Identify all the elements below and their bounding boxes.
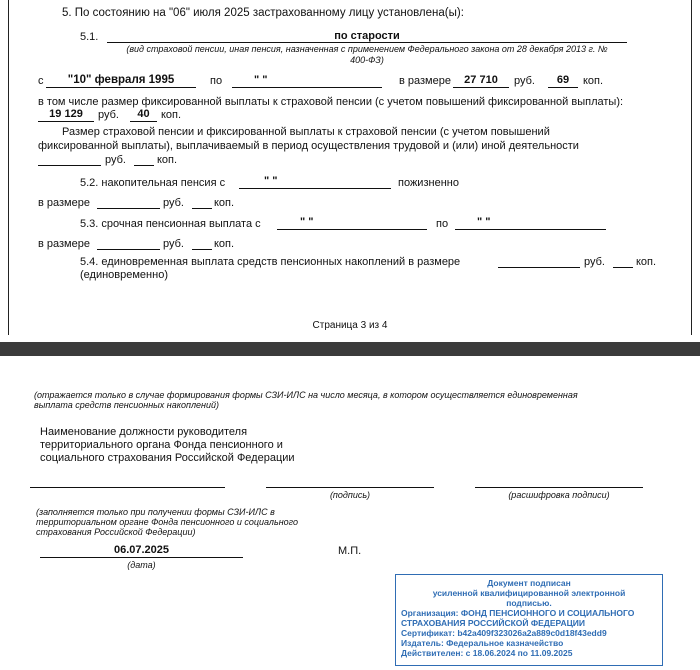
- funded-kop-line: [192, 208, 212, 209]
- funded-date-quotes: " ": [264, 175, 278, 187]
- working-rub-line: [38, 165, 101, 166]
- fill-condition-note-3: страхования Российской Федерации): [36, 527, 196, 537]
- page-border-right: [691, 0, 692, 335]
- urgent-to-line: [455, 229, 606, 230]
- funded-pension-text: 5.2. накопительная пенсия с: [80, 177, 226, 189]
- to-date-quotes: " ": [254, 74, 268, 86]
- stamp-title-3: подписью.: [506, 598, 552, 608]
- funded-rub-line: [97, 208, 160, 209]
- subsection-5-1-number: 5.1.: [80, 31, 99, 43]
- stamp-certificate: Сертификат: b42a409f323026a2a889c0d18f43edd9: [401, 628, 607, 638]
- electronic-signature-stamp: [395, 574, 663, 666]
- pension-type-note: (вид страховой пенсии, иная пенсия, назначенная с применением Федерального закона от 28 декабря 2013 г. №: [126, 44, 608, 54]
- pension-kop-value: 69: [556, 74, 570, 86]
- urgent-to-quotes: " ": [477, 216, 491, 228]
- fixed-rub-line: [38, 121, 94, 122]
- pension-type-note-2: 400-ФЗ): [350, 55, 384, 65]
- urgent-rub-label: руб.: [163, 238, 184, 250]
- urgent-rub-line: [97, 249, 160, 250]
- issue-date-value: 06.07.2025: [113, 544, 170, 556]
- funded-kop-label: коп.: [214, 197, 235, 209]
- from-label: с: [38, 75, 44, 87]
- fill-condition-note-2: территориальном органе Фонда пенсионного и социального: [36, 517, 299, 527]
- page-separator: [0, 342, 700, 356]
- signature-line: [266, 487, 434, 488]
- amount-label: в размере: [399, 75, 451, 87]
- urgent-payment-text: 5.3. срочная пенсионная выплата с: [80, 218, 261, 230]
- lump-sum-rub-label: руб.: [584, 256, 605, 268]
- fixed-kop-label: коп.: [161, 109, 182, 121]
- working-kop-line: [134, 165, 154, 166]
- urgent-amount-label: в размере: [38, 238, 90, 250]
- to-date-line: [232, 87, 382, 88]
- funded-rub-label: руб.: [163, 197, 184, 209]
- fixed-kop-line: [130, 121, 157, 122]
- fixed-rub-label: руб.: [98, 109, 119, 121]
- urgent-to-label: по: [436, 218, 449, 230]
- working-rub-label: руб.: [105, 154, 126, 166]
- kop-label: коп.: [583, 75, 604, 87]
- funded-lifelong: пожизненно: [398, 177, 459, 189]
- rub-label: руб.: [514, 75, 535, 87]
- signature-decoding-caption: (расшифровка подписи): [508, 490, 610, 500]
- fill-condition-note-1: (заполняется только при получении формы СЗИ-ИЛС в: [36, 507, 275, 517]
- stamp-issuer: Издатель: Федеральное казначейство: [401, 638, 564, 648]
- date-line: [40, 557, 243, 558]
- fixed-rub-value: 19 129: [49, 108, 83, 120]
- funded-amount-label: в размере: [38, 197, 90, 209]
- from-date-line: [46, 87, 196, 88]
- rub-line: [453, 87, 509, 88]
- stamp-organization-2: СТРАХОВАНИЯ РОССИЙСКОЙ ФЕДЕРАЦИИ: [401, 618, 586, 628]
- stamp-title-2: усиленной квалифицированной электронной: [432, 588, 626, 598]
- lump-sum-rub-line: [498, 267, 580, 268]
- to-label: по: [210, 75, 223, 87]
- signature-decoding-line: [475, 487, 643, 488]
- urgent-kop-label: коп.: [214, 238, 235, 250]
- working-kop-label: коп.: [157, 154, 178, 166]
- lump-sum-condition-note-2: выплата средств пенсионных накоплений): [34, 400, 219, 410]
- kop-line: [548, 87, 578, 88]
- lump-sum-kop-label: коп.: [636, 256, 657, 268]
- lump-sum-text: 5.4. единовременная выплата средств пенсионных накоплений в размере: [80, 256, 461, 268]
- pension-rub-value: 27 710: [464, 74, 498, 86]
- page-number: Страница 3 из 4: [312, 320, 388, 331]
- position-signature-line: [30, 487, 225, 488]
- official-position-3: социального страхования Российской Федерации: [40, 452, 295, 464]
- stamp-place: М.П.: [338, 545, 362, 557]
- stamp-organization-1: Организация: ФОНД ПЕНСИОННОГО И СОЦИАЛЬНОГО: [401, 608, 635, 618]
- pension-type-line: [107, 42, 627, 43]
- stamp-title-1: Документ подписан: [487, 578, 571, 588]
- lump-sum-once: (единовременно): [80, 269, 168, 281]
- working-pension-text-2: фиксированной выплаты), выплачиваемый в период осуществления трудовой и (или) иной деятельности: [38, 140, 579, 152]
- official-position-2: территориального органа Фонда пенсионного и: [40, 439, 283, 451]
- fixed-kop-value: 40: [137, 108, 150, 120]
- official-position-1: Наименование должности руководителя: [40, 426, 248, 438]
- urgent-kop-line: [192, 249, 212, 250]
- urgent-from-quotes: " ": [300, 216, 314, 228]
- page-border-left: [8, 0, 9, 335]
- fixed-payment-line: в том числе размер фиксированной выплаты к страховой пенсии (с учетом повышений фиксированной выплаты):: [38, 96, 624, 108]
- from-date-value: "10" февраля 1995: [67, 74, 175, 86]
- urgent-from-line: [277, 229, 427, 230]
- date-caption: (дата): [127, 560, 156, 570]
- funded-date-line: [239, 188, 391, 189]
- lump-sum-condition-note-1: (отражается только в случае формирования формы СЗИ-ИЛС на число месяца, в котором осуществляется единовременная: [34, 390, 578, 400]
- lump-sum-kop-line: [613, 267, 633, 268]
- pension-type-value: по старости: [334, 30, 400, 42]
- signature-caption: (подпись): [329, 490, 371, 500]
- section-5-heading: 5. По состоянию на "06" июля 2025 застрахованному лицу установлена(ы):: [62, 7, 464, 19]
- stamp-validity: Действителен: с 18.06.2024 по 11.09.2025: [401, 648, 573, 658]
- working-pension-text-1: Размер страховой пенсии и фиксированной выплаты к страховой пенсии (с учетом повышений: [62, 126, 550, 138]
